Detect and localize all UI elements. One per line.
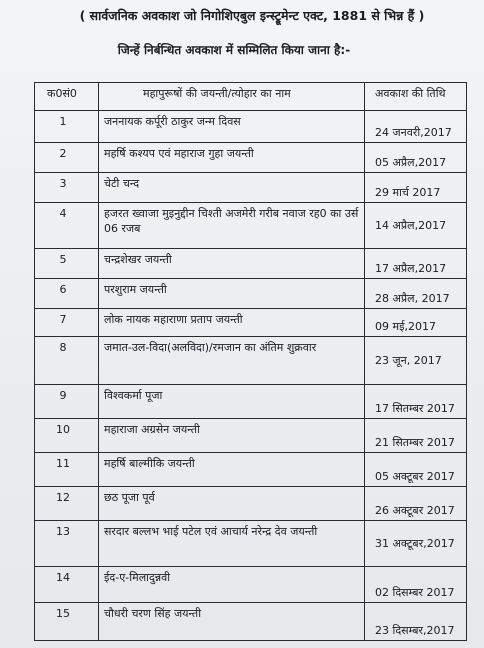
serial-cell: 10: [35, 419, 99, 453]
date-cell: 05 अक्टूबर 2017: [365, 453, 467, 487]
date-cell: 29 मार्च 2017: [365, 173, 467, 203]
serial-cell: 11: [35, 453, 99, 487]
date-cell: 24 जनवरी,2017: [365, 111, 467, 143]
heading-note: ( सार्वजनिक अवकाश जो निगोशिएबुल इन्स्ट्रूमेन्ट एक्ट, 1881 से भिन्न हैं ): [79, 8, 425, 23]
serial-cell: 4: [35, 203, 99, 249]
table-row: [35, 453, 467, 487]
date-cell: 21 सितम्बर 2017: [365, 419, 467, 453]
date-cell: 31 अक्टूबर,2017: [365, 521, 467, 567]
date-cell: 05 अप्रैल,2017: [365, 143, 467, 173]
restricted-holidays-table: [34, 82, 467, 641]
serial-cell: 5: [35, 249, 99, 279]
name-cell: महाराजा अग्रसेन जयन्ती: [99, 419, 365, 453]
name-cell: चन्द्रशेखर जयन्ती: [99, 249, 365, 279]
serial-cell: 7: [35, 309, 99, 337]
table-row: [35, 111, 467, 143]
table-row: [35, 203, 467, 249]
name-cell: जननायक कर्पूरी ठाकुर जन्म दिवस: [99, 111, 365, 143]
date-cell: 17 सितम्बर 2017: [365, 385, 467, 419]
name-cell: हजरत ख्वाजा मुइनुद्दीन चिश्ती अजमेरी गरीब नवाज रह0 का उर्स 06 रजब: [99, 203, 365, 249]
column-header-date: अवकाश की तिथि: [365, 83, 467, 111]
table-row: [35, 143, 467, 173]
date-cell: 23 दिसम्बर,2017: [365, 603, 467, 641]
serial-cell: 8: [35, 337, 99, 385]
column-header-name: महापुरूषों की जयन्ती/त्योहार का नाम: [99, 83, 365, 111]
table-row: [35, 309, 467, 337]
table-row: [35, 385, 467, 419]
name-cell: जमात-उल-विदा(अलविदा)/रमजान का अंतिम शुक्रवार: [99, 337, 365, 385]
serial-cell: 2: [35, 143, 99, 173]
table-header-row: [35, 83, 467, 111]
serial-cell: 3: [35, 173, 99, 203]
table-row: [35, 567, 467, 603]
name-cell: सरदार बल्लभ भाई पटेल एवं आचार्य नरेन्द्र देव जयन्ती: [99, 521, 365, 567]
date-cell: 17 अप्रैल,2017: [365, 249, 467, 279]
heading-intro: जिन्हें निर्बन्धित अवकाश में सम्मिलित किया जाना है:-: [117, 43, 351, 57]
name-cell: छठ पूजा पूर्व: [99, 487, 365, 521]
table-row: [35, 521, 467, 567]
name-cell: परशुराम जयन्ती: [99, 279, 365, 309]
name-cell: चेटी चन्द: [99, 173, 365, 203]
table-row: [35, 173, 467, 203]
name-cell: विश्वकर्मा पूजा: [99, 385, 365, 419]
column-header-serial: क0सं0: [35, 83, 99, 111]
serial-cell: 6: [35, 279, 99, 309]
serial-cell: 15: [35, 603, 99, 641]
table-row: [35, 279, 467, 309]
date-cell: 23 जून, 2017: [365, 337, 467, 385]
table-row: [35, 419, 467, 453]
date-cell: 09 मई,2017: [365, 309, 467, 337]
date-cell: 02 दिसम्बर 2017: [365, 567, 467, 603]
name-cell: महर्षि बाल्मीकि जयन्ती: [99, 453, 365, 487]
date-cell: 26 अक्टूबर 2017: [365, 487, 467, 521]
name-cell: चौधरी चरण सिंह जयन्ती: [99, 603, 365, 641]
name-cell: ईद-ए-मिलादुन्नवी: [99, 567, 365, 603]
table-row: [35, 249, 467, 279]
date-cell: 28 अप्रैल, 2017: [365, 279, 467, 309]
table-row: [35, 337, 467, 385]
serial-cell: 13: [35, 521, 99, 567]
name-cell: महर्षि कश्यप एवं महाराज गुहा जयन्ती: [99, 143, 365, 173]
table-row: [35, 603, 467, 641]
name-cell: लोक नायक महाराणा प्रताप जयन्ती: [99, 309, 365, 337]
serial-cell: 12: [35, 487, 99, 521]
table-row: [35, 487, 467, 521]
serial-cell: 14: [35, 567, 99, 603]
serial-cell: 9: [35, 385, 99, 419]
serial-cell: 1: [35, 111, 99, 143]
date-cell: 14 अप्रैल,2017: [365, 203, 467, 249]
